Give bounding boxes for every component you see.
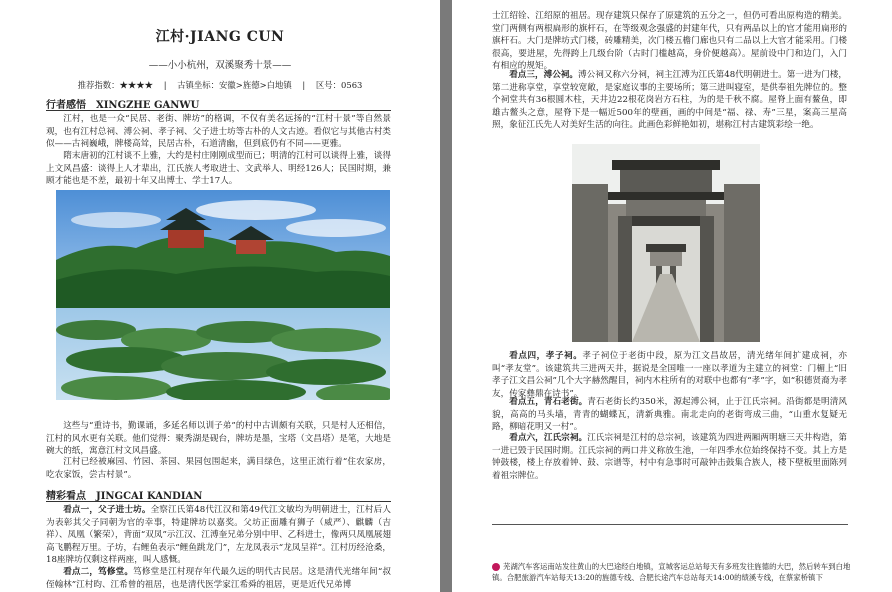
highlight-4-text: 孝子祠位于老街中段，原为江文昌故居，清光绪年间扩建成祠，亦叫“孝友堂”。该建筑共三进两天井，据说是全国唯一一座以孝道为主建立的祠堂：门楣上“旧孝子江文昌公祠”几个大字赫然醒目，祠内木柱所有的对联中也都有“孝”字，如“积德贤裔为孝友，传家彝鼎在诗书”。 xyxy=(492,351,847,399)
paragraph-5 xyxy=(46,504,391,567)
transport-note-text: 芜湖汽车客运南站发往黄山的大巴途经白地镇，宣城客运总站每天有多班发往旌德的大巴，然后转车到白地镇。合肥旅游汽车站每天13:20的旌德专线、合肥长途汽车总站每天14:00的绩溪专线，在蔡家桥镇下 xyxy=(492,562,851,582)
paragraph-zongci xyxy=(492,432,847,482)
paragraph-1: 江村，也是一众“民居、老街、牌坊”的格调，不仅有美名远扬的“江村十景”等自然景观，也有江村总祠、溥公祠、孝子祠、父子进士坊等古朴的人文古迹。看似它与其他古村类似——古祠巍峨，牌楼高耸，民居古朴，石道清幽，但到底仍有不同——更雅。 xyxy=(46,114,391,150)
page-subtitle: ——小小杭州，双溪聚秀十景—— xyxy=(148,60,292,71)
section-heading-xingzhe: 行者感悟 XINGZHE GANWU xyxy=(46,100,200,111)
highlight-2-text: 笃修堂是江村现存年代最久远的明代古民居。这是清代光绪年间“叔侄翰林”江村昀、江希曾的祖居，也是清代医学家江希舜的祖居，更是近代兄弟博 xyxy=(46,567,391,590)
paragraph-continued: 士江绍铨、江绍原的祖居。现存建筑只保存了原建筑的五分之一，但仍可看出原构造的精美。堂门两侧有两根扁形的旗杆石，在等级观念强盛的封建年代，只有两品以上的官才能用扁形的旗杆石。大门是牌坊式门楼，砖雕精美，次门楼五檐门廊也只有二品以上大官才能采用。门楼很高，要进屋，先得跨上几级台阶（古时门槛越高，身价便越高）。屋前设中门和边门，入门有相应的规矩。 xyxy=(492,11,847,72)
section-divider xyxy=(46,110,391,111)
highlight-5-heading: 看点五，青石老街。 xyxy=(509,397,588,407)
highlight-3-text: 溥公祠又称六分祠，祠主江溥为江氏第48代明朝进士。第一进为门楼，第二进称享堂，享堂较宽敞，是家庭议事的主要场所；第三进叫寝室，是供奉祖先牌位的。整个祠堂共有36根圆木柱，天井边22根花岗岩方石柱，为的是千秋不腐。屋脊上面有鳌鱼，即雄古鳖头之意，屋脊下是一幅近500年的壁画，画的中间是“福、禄、寿”三星，案高三星高照，象征江氏先人对美好生活的向往。此画色彩鲜艳如初，堪称江村古建筑彩绘一绝。 xyxy=(492,70,847,131)
highlight-4-heading: 看点四，孝子祠。 xyxy=(509,351,583,361)
rating-label: 推荐指数： xyxy=(77,80,120,90)
transport-note xyxy=(492,562,852,583)
location-label: 古镇坐标：安徽>旌德>白地镇 xyxy=(177,80,292,90)
page-title: 江村·JIANG CUN xyxy=(155,29,285,45)
highlight-1-heading: 看点一，父子进士坊。 xyxy=(63,505,151,515)
highlight-6-heading: 看点六，江氏宗祠。 xyxy=(509,433,588,443)
bus-icon xyxy=(492,563,500,571)
paragraph-3: 这些与“重诗书，勤课诵，多延名师以训子弟”的村中古训颇有关联，只是村人还相信，江村的风水更有关联。他们觉得：聚秀湖是砚台，牌坊是墨，宝塔（文昌塔）是笔，大地是碗大的纸，寓意江村文风昌盛。 xyxy=(46,421,391,457)
section-divider xyxy=(46,501,391,502)
info-separator: | xyxy=(163,80,167,90)
paragraph-qingshi xyxy=(492,396,847,434)
info-separator: | xyxy=(302,80,306,90)
memorial-archway-illustration xyxy=(572,144,760,342)
lake-pavilion-photo xyxy=(56,190,390,400)
paragraph-4: 江村已经被麻园、竹园、茶园、果园包围起来，满目绿色，这里正流行着“住农家房，吃农家饭，尝古村景”。 xyxy=(46,457,391,480)
paragraph-pugong xyxy=(492,69,847,132)
paragraph-xiaozi xyxy=(492,350,847,400)
rating-stars: ★★★★ xyxy=(119,80,154,90)
footer-divider xyxy=(492,524,848,525)
paragraph-6 xyxy=(46,566,391,591)
highlight-3-heading: 看点三，溥公祠。 xyxy=(509,70,579,80)
section-heading-jingcai: 精彩看点 JINGCAI KANDIAN xyxy=(46,491,203,502)
right-page xyxy=(452,0,892,592)
highlight-1-text: 全察江氏第48代江汉和第49代江文敏均为明朝进士，江村后人为表彰其父子同朝为官的幸事，特建牌坊以嘉奖。父坊正面雕有狮子（威严）、麒麟（吉祥）、凤凰（繁荣），背面“双凤”示江汉、江溥奎兄弟分别中甲、乙科进士，像两只凤凰展翅高飞鹏程万里。子坊，右鲤鱼表示“鲤鱼跳龙门”，左龙凤表示“龙凤呈祥”。江村历经沧桑，18座牌坊仅剩这样两座，叫人感慨。 xyxy=(46,505,391,566)
left-page xyxy=(0,0,440,592)
memorial-archway-photo xyxy=(572,144,760,342)
info-bar xyxy=(50,79,390,91)
highlight-5-text: 青石老街长约350米，源起溥公祠，止于江氏宗祠。沿街都是明清风貌，高高的马头墙，青青的蝴蝶瓦，清新典雅。南北走向的老街弯成三曲，“山重水复疑无路，柳暗花明又一村”。 xyxy=(492,397,847,433)
highlight-2-heading: 看点二，笃修堂。 xyxy=(63,567,134,577)
lake-pavilion-illustration xyxy=(56,190,390,400)
paragraph-2: 隋末唐初的江村谈不上雅，大约是村庄刚刚成型而已；明清的江村可以谈得上雅，谈得上文风昌盛：谈得上人才辈出，江氏族人考取进士、文武举人、明经126人；民国时期，兼顾才能也是不差，最初十年又出博士、学士17人。 xyxy=(46,151,391,187)
highlight-6-text: 江氏宗祠是江村的总宗祠，该建筑为四进两厢两明塘三天井构造，第一进已毁于民国时期。江氏宗祠的两口井义称放生池，一年四季水位始终保持不变。其上方是钟鼓楼，楼上存放着钟、鼓、宗谱等，村中有急事时可敲钟击鼓集合族人，楼下壁板里面陈列着祖宗牌位。 xyxy=(492,433,847,481)
area-code-label: 区号：0563 xyxy=(315,80,363,90)
